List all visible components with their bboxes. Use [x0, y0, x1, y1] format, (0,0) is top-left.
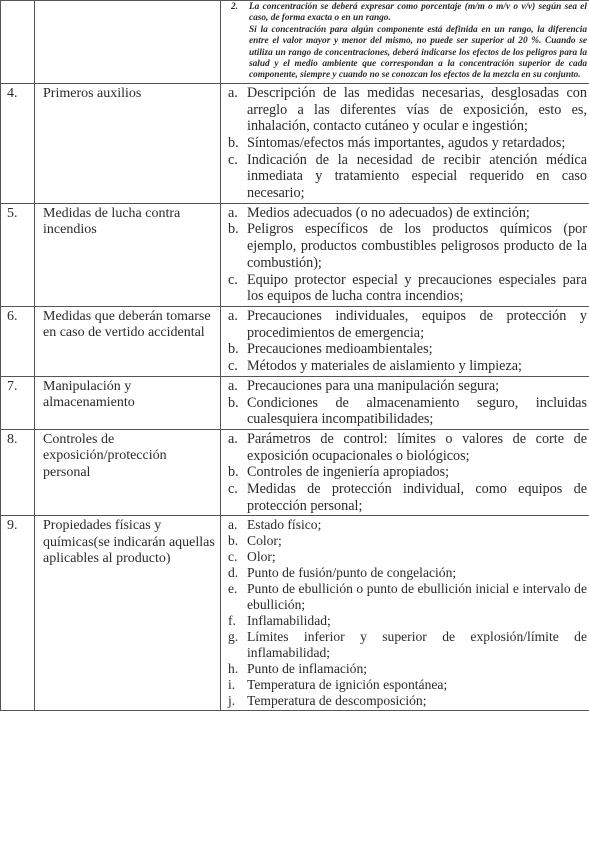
item-marker: c.	[228, 481, 238, 498]
section-requirements	[221, 376, 589, 429]
note-number: 2.	[231, 2, 238, 12]
list-item	[227, 565, 587, 581]
item-marker: a.	[228, 430, 238, 447]
list-item	[227, 693, 587, 709]
item-text: Indicación de la necesidad de recibir atención médica inmediata y tratamiento especial requerido en caso necesario;	[247, 151, 587, 202]
section-title: Controles de exposición/protección personal	[35, 429, 221, 516]
section-requirements	[221, 83, 589, 203]
note-paragraph: Si la concentración para algún componente está definida en un rango, la diferencia entre el valor mayor y menor del mismo, no puede ser superior al 20 %. Cuando se utiliza un rango de concentraciones, deberá indicarse los efectos de los peligros para la salud y el medio ambiente que correspondan a la concentración superior de cada componente, siempre y cuando no se conozcan los efectos de la mezcla en su conjunto.	[249, 24, 587, 81]
table-row	[1, 429, 589, 516]
item-text: Controles de ingeniería apropiados;	[247, 464, 450, 481]
item-text: Medidas de protección individual, como equipos de protección personal;	[247, 481, 587, 514]
requirement-list	[227, 308, 587, 375]
list-item	[227, 661, 587, 677]
item-text: Medios adecuados (o no adecuados) de extinción;	[247, 204, 530, 221]
empty-number-cell	[1, 1, 35, 84]
section-requirements	[221, 306, 589, 376]
list-item	[227, 308, 587, 341]
list-item	[227, 613, 587, 629]
section-requirements	[221, 429, 589, 516]
item-text: Punto de ebullición o punto de ebullición inicial e intervalo de ebullición;	[247, 581, 587, 613]
item-text: Precauciones medioambientales;	[247, 341, 433, 358]
sections-body	[1, 83, 589, 711]
concentration-note	[227, 2, 587, 82]
item-marker: g.	[228, 629, 239, 645]
section-number: 8.	[1, 429, 35, 516]
item-marker: a.	[228, 377, 238, 394]
section-title: Primeros auxilios	[35, 83, 221, 203]
table-row	[1, 516, 589, 711]
item-text: Síntomas/efectos más importantes, agudos y retardados;	[247, 134, 566, 151]
table-row	[1, 306, 589, 376]
note-first-line: La concentración se deberá expresar como porcentaje (m/m o m/v o v/v) según sea el caso, de forma exacta o en un rango.	[249, 2, 587, 24]
section-number: 6.	[1, 306, 35, 376]
table-row	[1, 203, 589, 306]
list-item	[227, 358, 587, 375]
section-requirements	[221, 203, 589, 306]
item-marker: c.	[228, 271, 238, 288]
list-item	[227, 481, 587, 514]
empty-title-cell	[35, 1, 221, 84]
item-text: Temperatura de descomposición;	[247, 693, 427, 709]
requirement-list	[227, 517, 587, 709]
item-marker: a.	[228, 517, 238, 533]
item-marker: e.	[228, 581, 238, 597]
item-text: Descripción de las medidas necesarias, desglosadas con arreglo a las diferentes vías de exposición, esto es, inhalación, contacto cutáneo y ocular e ingestión;	[247, 84, 587, 135]
item-text: Olor;	[247, 549, 276, 565]
item-text: Estado físico;	[247, 517, 322, 533]
section-number: 4.	[1, 83, 35, 203]
section-number: 7.	[1, 376, 35, 429]
note-cell	[221, 1, 589, 84]
item-text: Precauciones individuales, equipos de protección y procedimientos de emergencia;	[247, 307, 587, 341]
section-title: Propiedades físicas y químicas(se indicarán aquellas aplicables al producto)	[35, 516, 221, 711]
requirement-list	[227, 431, 587, 515]
list-item	[227, 395, 587, 428]
section-number: 9.	[1, 516, 35, 711]
item-text: Condiciones de almacenamiento seguro, incluidas cualesquiera incompatibilidades;	[247, 394, 587, 428]
item-marker: d.	[228, 565, 239, 581]
list-item	[227, 85, 587, 135]
item-text: Inflamabilidad;	[247, 613, 331, 629]
item-marker: b.	[228, 134, 239, 151]
requirement-list	[227, 85, 587, 202]
item-marker: h.	[228, 661, 239, 677]
table-row-composition-note	[1, 1, 589, 84]
list-item	[227, 152, 587, 202]
item-text: Temperatura de ignición espontánea;	[247, 677, 448, 693]
list-item	[227, 629, 587, 661]
item-marker: i.	[228, 677, 236, 693]
item-marker: b.	[228, 464, 239, 481]
section-number: 5.	[1, 203, 35, 306]
item-marker: c.	[228, 151, 238, 168]
list-item	[227, 677, 587, 693]
item-marker: a.	[228, 307, 238, 324]
item-text: Métodos y materiales de aislamiento y limpieza;	[247, 358, 523, 375]
list-item	[227, 533, 587, 549]
list-item	[227, 549, 587, 565]
table-row	[1, 83, 589, 203]
item-text: Equipo protector especial y precauciones especiales para los equipos de lucha contra incendios;	[247, 271, 587, 305]
item-marker: b.	[228, 221, 239, 238]
item-text: Límites inferior y superior de explosión/límite de inflamabilidad;	[247, 629, 587, 661]
item-marker: c.	[228, 549, 238, 565]
section-title: Medidas que deberán tomarse en caso de vertido accidental	[35, 306, 221, 376]
item-text: Color;	[247, 533, 282, 549]
list-item	[227, 431, 587, 464]
list-item	[227, 341, 587, 358]
item-marker: j.	[228, 693, 236, 709]
item-text: Precauciones para una manipulación segura;	[247, 377, 500, 394]
item-marker: b.	[228, 394, 239, 411]
item-text: Punto de fusión/punto de congelación;	[247, 565, 457, 581]
item-text: Punto de inflamación;	[247, 661, 368, 677]
list-item	[227, 581, 587, 613]
list-item	[227, 378, 587, 395]
requirement-list	[227, 205, 587, 305]
item-marker: a.	[228, 84, 238, 101]
list-item	[227, 205, 587, 222]
item-marker: b.	[228, 341, 239, 358]
item-text: Peligros específicos de los productos químicos (por ejemplo, productos combustibles peligrosos producto de la combustión);	[247, 221, 587, 271]
list-item	[227, 517, 587, 533]
list-item	[227, 135, 587, 152]
table-row	[1, 376, 589, 429]
list-item	[227, 272, 587, 305]
item-marker: c.	[228, 358, 238, 375]
list-item	[227, 464, 587, 481]
section-requirements	[221, 516, 589, 711]
section-title: Medidas de lucha contra incendios	[35, 203, 221, 306]
item-marker: f.	[228, 613, 236, 629]
section-title: Manipulación y almacenamiento	[35, 376, 221, 429]
item-text: Parámetros de control: límites o valores de corte de exposición ocupacionales o biológicos;	[247, 430, 587, 464]
requirement-list	[227, 378, 587, 428]
item-marker: a.	[228, 204, 238, 221]
item-marker: b.	[228, 533, 239, 549]
list-item	[227, 221, 587, 271]
